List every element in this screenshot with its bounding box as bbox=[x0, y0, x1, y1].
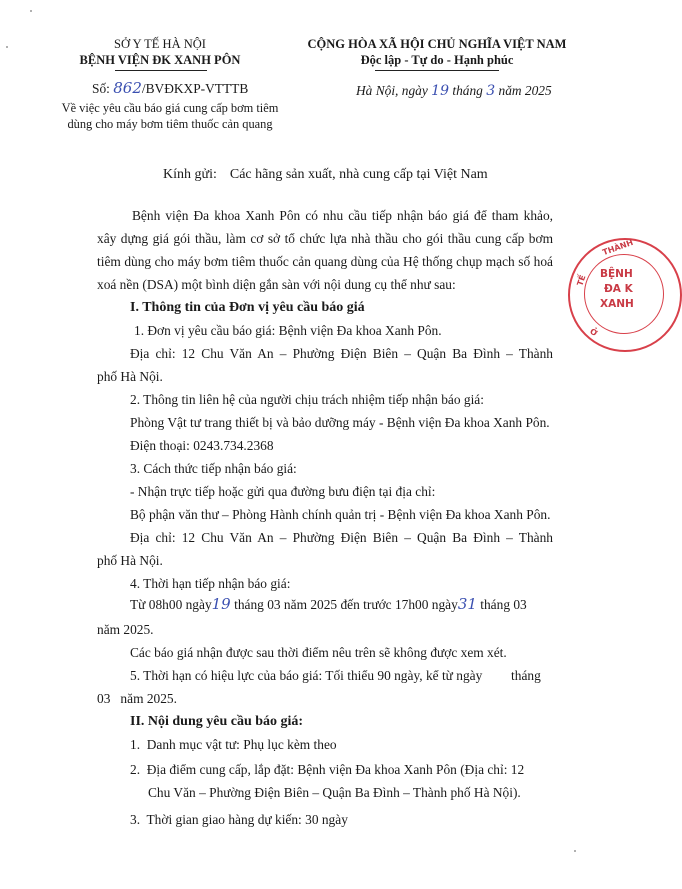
intro-line-1: Bệnh viện Đa khoa Xanh Pôn có nhu cầu tiếp nhận báo giá để tham khảo, bbox=[132, 208, 553, 223]
hospital-seal bbox=[568, 238, 682, 352]
s1-item-3: 3. Cách thức tiếp nhận báo giá: bbox=[130, 461, 297, 476]
seal-line-1: BỆNH bbox=[600, 268, 633, 280]
deadline-middle: tháng 03 năm 2025 đến trước 17h00 ngày bbox=[234, 597, 458, 612]
date-year: năm 2025 bbox=[498, 83, 552, 98]
motto-underline bbox=[375, 70, 499, 71]
item-5-month-label: tháng bbox=[511, 668, 541, 683]
seal-line-2: ĐA K bbox=[604, 283, 633, 295]
subject-line-2: dùng cho máy bơm tiêm thuốc cản quang bbox=[67, 117, 273, 131]
seal-arc-left: TẾ bbox=[575, 273, 588, 288]
date-month-handwritten: 3 bbox=[486, 83, 496, 99]
seal-arc-top: THÀNH bbox=[601, 237, 635, 258]
deadline-day-1-handwritten: 19 bbox=[211, 595, 231, 613]
s1-deadline-line-2: năm 2025. bbox=[97, 622, 154, 637]
subject-line-1: Về việc yêu cầu báo giá cung cấp bơm tiêm bbox=[61, 101, 279, 115]
deadline-month: tháng 03 bbox=[480, 597, 527, 612]
intro-line-2: xây dựng giá gói thầu, làm cơ sở tổ chức lựa nhà thầu cho gói thầu cung cấp bơm bbox=[97, 231, 553, 246]
s1-item-4: 4. Thời hạn tiếp nhận báo giá: bbox=[130, 576, 291, 591]
hospital-name: BỆNH VIỆN ĐK XANH PÔN bbox=[79, 53, 241, 67]
s1-item-2: 2. Thông tin liên hệ của người chịu trách nhiệm tiếp nhận báo giá: bbox=[130, 392, 484, 407]
nation-motto: Độc lập - Tự do - Hạnh phúc bbox=[360, 53, 514, 67]
scan-speck bbox=[574, 850, 576, 852]
intro-line-4: xoá nền (DSA) một bình diện gắn sàn với nội dung cụ thể như sau: bbox=[97, 277, 456, 292]
s1-item-5-line-2: 03 năm 2025. bbox=[97, 691, 177, 706]
ministry-name: SỞ Y TẾ HÀ NỘI bbox=[114, 37, 206, 51]
item-5-validity: 5. Thời hạn có hiệu lực của báo giá: Tối thiểu 90 ngày, kể từ ngày bbox=[130, 668, 483, 683]
scan-speck bbox=[30, 10, 32, 12]
s1-item-5-line-1 bbox=[130, 669, 541, 682]
seal-arc-bottom: Ở bbox=[588, 326, 599, 339]
greeting-label: Kính gửi: bbox=[163, 167, 217, 182]
date-prefix: Hà Nội, ngày bbox=[356, 83, 428, 98]
s1-address-line-2: phố Hà Nội. bbox=[97, 369, 163, 384]
doc-number-handwritten: 862 bbox=[113, 79, 142, 97]
intro-line-3: tiêm dùng cho máy bơm tiêm thuốc cản quang dùng của Hệ thống chụp mạch số hoá bbox=[97, 254, 553, 269]
nation-title: CỘNG HÒA XÃ HỘI CHỦ NGHĨA VIỆT NAM bbox=[307, 37, 567, 51]
s1-item-1: 1. Đơn vị yêu cầu báo giá: Bệnh viện Đa khoa Xanh Pôn. bbox=[134, 323, 442, 338]
section-1-heading: I. Thông tin của Đơn vị yêu cầu báo giá bbox=[130, 300, 365, 315]
s1-address2-line-2: phố Hà Nội. bbox=[97, 553, 163, 568]
seal-line-3: XANH bbox=[600, 298, 634, 310]
s2-item-2-line-2: Chu Văn – Phường Điện Biên – Quận Ba Đình – Thành phố Hà Nội). bbox=[148, 785, 521, 800]
hospital-underline bbox=[115, 70, 207, 71]
s1-phone: Điện thoại: 0243.734.2368 bbox=[130, 438, 274, 453]
s1-address2-line-1: Địa chỉ: 12 Chu Văn An – Phường Điện Biên – Quận Ba Đình – Thành bbox=[130, 530, 553, 545]
date-day-handwritten: 19 bbox=[431, 83, 449, 99]
scan-speck bbox=[6, 46, 8, 48]
s2-item-2-line-1: 2. Địa điểm cung cấp, lắp đặt: Bệnh viện Đa khoa Xanh Pôn (Địa chỉ: 12 bbox=[130, 762, 525, 777]
s1-late-note: Các báo giá nhận được sau thời điểm nêu trên sẽ không được xem xét. bbox=[130, 645, 507, 660]
greeting-recipient: Các hãng sản xuất, nhà cung cấp tại Việt Nam bbox=[229, 167, 488, 182]
greeting bbox=[163, 167, 488, 183]
deadline-from: Từ 08h00 ngày bbox=[130, 597, 212, 612]
s1-address-line-1: Địa chỉ: 12 Chu Văn An – Phường Điện Biên – Quận Ba Đình – Thành bbox=[130, 346, 553, 361]
s2-item-3: 3. Thời gian giao hàng dự kiến: 30 ngày bbox=[130, 812, 348, 827]
doc-number-prefix: Số: bbox=[92, 81, 110, 96]
date-month-label: tháng bbox=[452, 83, 483, 98]
s1-method: - Nhận trực tiếp hoặc gửi qua đường bưu điện tại địa chỉ: bbox=[130, 484, 436, 499]
section-2-heading: II. Nội dung yêu cầu báo giá: bbox=[130, 714, 304, 729]
doc-number-suffix: /BVĐKXP-VTTTB bbox=[141, 81, 249, 96]
s1-department: Phòng Vật tư trang thiết bị và bảo dưỡng máy - Bệnh viện Đa khoa Xanh Pôn. bbox=[130, 415, 550, 430]
document-number bbox=[92, 79, 248, 97]
s1-deadline bbox=[130, 597, 527, 612]
deadline-day-2-handwritten: 31 bbox=[457, 595, 477, 613]
s2-item-1: 1. Danh mục vật tư: Phụ lục kèm theo bbox=[130, 737, 337, 752]
s1-office: Bộ phận văn thư – Phòng Hành chính quản trị - Bệnh viện Đa khoa Xanh Pôn. bbox=[130, 507, 551, 522]
issue-date bbox=[356, 83, 552, 99]
